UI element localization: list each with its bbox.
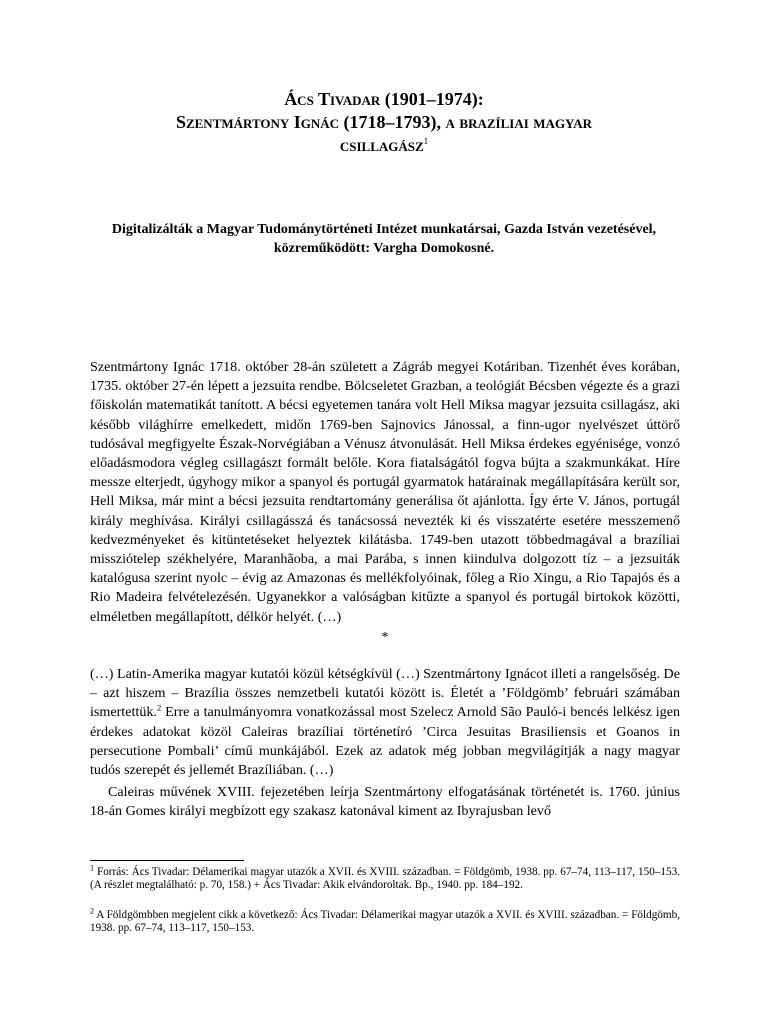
footnote-1 [90, 863, 681, 892]
digitization-credit: Digitalizálták a Magyar Tudománytörténeti Intézet munkatársai, Gazda István vezetésével, közreműködött: Vargha Domokosné. [111, 222, 657, 256]
footnote-2-text: A Földgömbben megjelent cikk a következő: Ács Tivadar: Délamerikai magyar utazók a XVII. és XVIII. században. = Földgömb, 1938. pp. 67–74, 113–117, 150–153. [90, 909, 680, 934]
footnote-ref-2: 2 [156, 702, 162, 713]
title-line-3 [60, 134, 708, 157]
body-paragraph-2 [90, 665, 680, 780]
title-line-2: Szentmártony Ignác (1718–1793), a brazíliai magyar [175, 112, 593, 132]
para2-text-after-ref: Erre a tanulmányomra vonatkozással most Szelecz Arnold São Pauló-i bencés lelkész igen érdekes adatokat közöl Caleiras brazíliai történetíró ’Circa Jesuitas Brasiliensis et Goanos in persecutione Pombali’ című munkájából. Ezek az adatok még jobban megvilágítják a nagy magyar tudós szerepét és jellemét Brazíliában. (…) [90, 704, 680, 779]
article-title [60, 88, 708, 157]
body-paragraph-1: Szentmártony Ignác 1718. október 28-án született a Zágráb megyei Kotáriban. Tizenhét éves korában, 1735. október 27-én lépett a jezsuita rendbe. Bölcseletet Grazban, a teológiát Bécsben végezte és a grazi főiskolán matematikát tanított. A bécsi egyetemen tanára volt Hell Miksa magyar jezsuita csillagász, aki később világhírre emelkedett, midőn 1769-ben Sajnovics Jánossal, a finn-ugor nyelvészet úttörő tudósával megfigyelte Észak-Norvégiában a Vénusz átvonulását. Hell Miksa érdekes egyénisége, vonzó előadásmodora végleg csillagászt formált belőle. Kora fiatalságától fogva bújta a szakmunkákat. Híre messze elterjedt, úgyhogy mikor a spanyol és portugál gyarmatok határainak megállapítására került sor, Hell Miksa, már mint a bécsi jezsuita rendtartomány generálisa őt ajánlotta. Így érte V. János, portugál király meghívása. Királyi csillagásszá és tanácsossá nevezték ki és visszatérte esetére messzemenő kedvezményeket és kitüntetéseket helyeztek kilátásba. 1749-ben utazott többedmagával a brazíliai missziótelep székhelyére, Maranhãoba, a mai Parába, s innen kiindulva dolgozott tíz – a jezsuiták katalógusa szerint nyolc – évig az Amazonas és mellékfolyóinak, főleg a Rio Xingu, a Rio Tapajós és a Rio Madeira felvételezésén. Ugyanekkor a valóságban kitűzte a spanyol és portugál birtokok közötti, elméletben megállapított, délkör helyét. (…) [90, 359, 680, 625]
para2-text-before-ref: (…) Latin-Amerika magyar kutatói közül kétségkívül (…) Szentmártony Ignácot illeti a rangelsőség. De – azt hiszem – Brazília összes nemzetbeli kutatói között is. Életét a ’Földgömb’ februári számában ismertettük. [90, 666, 680, 721]
footnote-separator-rule [90, 860, 244, 861]
footnote-1-mark: 1 [90, 863, 94, 873]
footnote-1-text: Forrás: Ács Tivadar: Délamerikai magyar utazók a XVII. és XVIII. században. = Földgömb, 1938. pp. 67–74, 113–117, 150–153. (A részlet megtalálható: p. 70, 158.) + Ács Tivadar: Akik elvándoroltak. Bp., 1940. pp. 184–192. [90, 866, 681, 891]
title-footnote-ref: 1 [423, 136, 429, 146]
title-line-3-text: csillagász [339, 135, 424, 155]
footnote-2 [90, 906, 680, 935]
title-line-1: Ács Tivadar (1901–1974): [284, 89, 484, 109]
section-separator: * [381, 630, 389, 645]
footnote-2-mark: 2 [90, 906, 94, 916]
body-paragraph-3: Caleiras művének XVIII. fejezetében leírja Szentmártony elfogatásának történetét is. 1760. június 18-án Gomes királyi megbízott egy szakasz katonával kiment az Ibyrajusban levő [90, 784, 680, 820]
